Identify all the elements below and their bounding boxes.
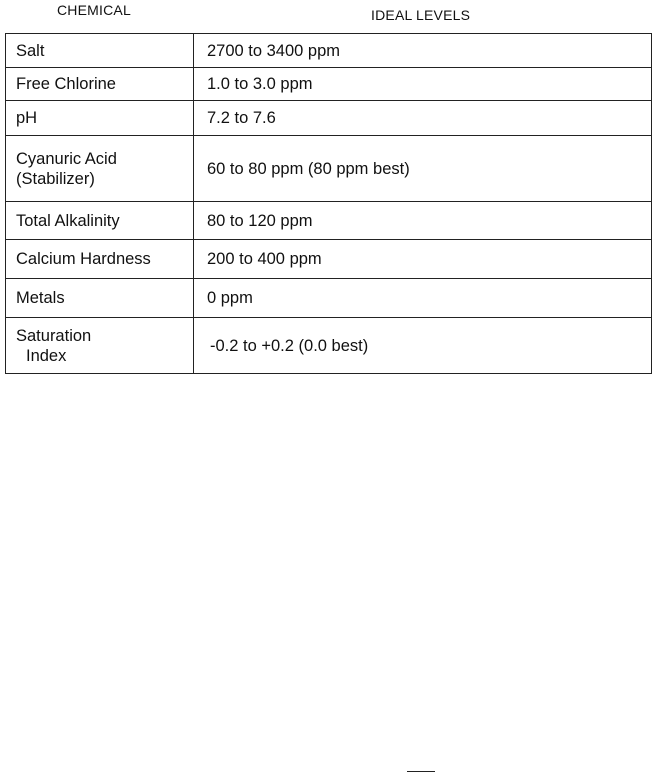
table-row (6, 136, 652, 202)
chemical-name-cell: Calcium Hardness (6, 240, 194, 279)
ideal-levels-column-header: IDEAL LEVELS (371, 7, 471, 23)
table-row (6, 101, 652, 136)
table-row (6, 68, 652, 101)
ideal-level-cell: 2700 to 3400 ppm (194, 34, 652, 68)
chemical-name-cell (6, 318, 194, 374)
chemical-name-cell: Total Alkalinity (6, 202, 194, 240)
chemical-levels-table (5, 33, 652, 374)
chemical-name-cell: Salt (6, 34, 194, 68)
chemical-name-line: Index (26, 346, 67, 365)
footer-rule (407, 771, 435, 772)
ideal-level-cell: 80 to 120 ppm (194, 202, 652, 240)
ideal-level-cell: -0.2 to +0.2 (0.0 best) (194, 318, 652, 374)
ideal-level-cell: 60 to 80 ppm (80 ppm best) (194, 136, 652, 202)
chemical-name-line: Cyanuric Acid (16, 149, 117, 168)
table-row (6, 318, 652, 374)
chemical-column-header: CHEMICAL (57, 2, 131, 18)
chemical-name-cell (6, 136, 194, 202)
ideal-level-cell: 200 to 400 ppm (194, 240, 652, 279)
chemical-name-line: Saturation (16, 326, 92, 345)
table-row (6, 240, 652, 279)
chemical-name-cell: pH (6, 101, 194, 136)
chemical-name-cell: Free Chlorine (6, 68, 194, 101)
table-row (6, 202, 652, 240)
chemical-name-line: (Stabilizer) (16, 169, 95, 188)
ideal-level-cell: 1.0 to 3.0 ppm (194, 68, 652, 101)
table-row (6, 279, 652, 318)
chemical-name-cell: Metals (6, 279, 194, 318)
ideal-level-cell: 7.2 to 7.6 (194, 101, 652, 136)
ideal-level-cell: 0 ppm (194, 279, 652, 318)
table-row (6, 34, 652, 68)
